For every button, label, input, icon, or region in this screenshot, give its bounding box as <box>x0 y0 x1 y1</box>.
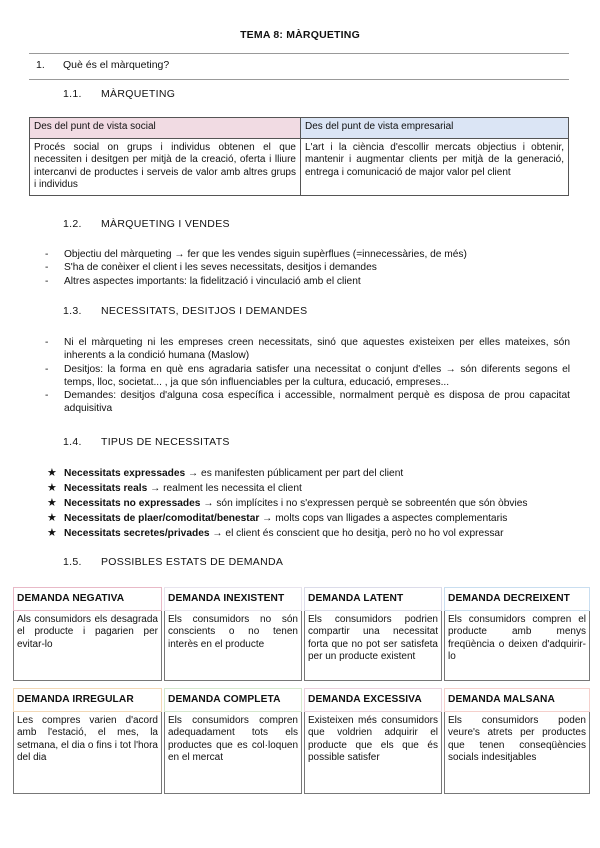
need-type: Necessitats de plaer/comoditat/benestar <box>64 513 260 524</box>
table-header-empresarial: Des del punt de vista empresarial <box>301 118 569 139</box>
section-label: Què és el màrqueting? <box>63 59 170 71</box>
list-item: - Altres aspectes importants: la fidelització i vinculació amb el client <box>45 275 570 288</box>
need-description: → molts cops van lligades a aspectes complementaris <box>259 513 508 524</box>
need-description: → són implícites i no s'expressen perquè se sobreentén que són òbvies <box>200 498 528 509</box>
demand-title: DEMANDA IRREGULAR <box>13 688 162 712</box>
marketing-definition-table <box>29 117 569 196</box>
demand-description: Els consumidors compren el producte amb menys freqüència o deixen d'adquirir-lo <box>444 611 590 681</box>
table-cell-empresarial: L'art i la ciència d'escollir mercats objectius i obtenir, mantenir i augmentar clients per mitjà de la generació, entrega i comunicació de major valor pel client <box>301 139 569 196</box>
list-item: - Ni el màrqueting ni les empreses creen necessitats, sinó que aquestes existeixen per elles mateixes, són inherents a la condició humana (Maslow) <box>45 336 570 363</box>
demand-title: DEMANDA DECREIXENT <box>444 587 590 611</box>
demand-title: DEMANDA COMPLETA <box>164 688 302 712</box>
demand-title: DEMANDA NEGATIVA <box>13 587 162 611</box>
subsection-heading <box>63 218 230 230</box>
subsection-label: POSSIBLES ESTATS DE DEMANDA <box>101 556 284 568</box>
need-type: Necessitats reals <box>64 483 148 494</box>
demand-description: Els consumidors no són conscients o no tenen interès en el producte <box>164 611 302 681</box>
subsection-heading <box>63 436 230 448</box>
subsection-number: 1.1. <box>63 88 82 100</box>
need-description: → realment les necessita el client <box>147 483 302 494</box>
list-item: - Objectiu del màrqueting → fer que les vendes siguin supèrflues (=innecessàries, de més) <box>45 248 570 261</box>
section-heading <box>36 59 169 71</box>
divider <box>29 79 569 80</box>
need-type: Necessitats expressades <box>64 468 186 479</box>
list-item <box>47 511 577 526</box>
document-title: TEMA 8: MÀRQUETING <box>240 29 360 41</box>
subsection-heading <box>63 556 283 568</box>
star-list <box>47 466 577 541</box>
demand-title: DEMANDA INEXISTENT <box>164 587 302 611</box>
table-cell-social: Procés social on grups i individus obtenen el que necessiten i desitgen per mitjà de la creació, oferta i lliure intercanvi de productes i serveis de valor amb altres grups i individus <box>30 139 301 196</box>
section-number: 1. <box>36 59 45 71</box>
need-description: → el client és conscient que ho desitja, però no ho vol expressar <box>209 528 504 539</box>
demand-description: Als consumidors els desagrada el producte i pagarien per evitar-lo <box>13 611 162 681</box>
subsection-label: MÀRQUETING <box>101 88 176 100</box>
subsection-label: NECESSITATS, DESITJOS I DEMANDES <box>101 305 308 317</box>
demand-description: Els consumidors compren adequadament tots els productes que es col·loquen en el mercat <box>164 712 302 794</box>
list-item: - S'ha de conèixer el client i les seves necessitats, desitjos i demandes <box>45 261 570 274</box>
list-item <box>47 526 577 541</box>
list-item <box>47 496 577 511</box>
demand-description: Les compres varien d'acord amb l'estació, el mes, la setmana, el dia o fins i tot l'hora del dia <box>13 712 162 794</box>
subsection-number: 1.5. <box>63 556 82 568</box>
list-item <box>47 481 577 496</box>
demand-title: DEMANDA MALSANA <box>444 688 590 712</box>
subsection-number: 1.3. <box>63 305 82 317</box>
bullet-list <box>45 336 570 416</box>
table-header-social: Des del punt de vista social <box>30 118 301 139</box>
demand-states-row-1 <box>13 587 588 681</box>
subsection-label: MÀRQUETING I VENDES <box>101 218 230 230</box>
need-description: → es manifesten públicament per part del client <box>185 468 404 479</box>
demand-title: DEMANDA LATENT <box>304 587 442 611</box>
divider <box>29 53 569 54</box>
demand-description: Els consumidors poden veure's atrets per productes que tenen conseqüències socials indesitjables <box>444 712 590 794</box>
subsection-number: 1.4. <box>63 436 82 448</box>
need-type: Necessitats secretes/privades <box>64 528 210 539</box>
subsection-heading <box>63 305 307 317</box>
bullet-list <box>45 248 570 288</box>
demand-description: Existeixen més consumidors que voldrien adquirir el producte que els que és possible satisfer <box>304 712 442 794</box>
demand-title: DEMANDA EXCESSIVA <box>304 688 442 712</box>
list-item: - Demandes: desitjos d'alguna cosa específica i accessible, normalment perquè es disposa de prou capacitat adquisitiva <box>45 389 570 416</box>
demand-states-row-2 <box>13 688 588 794</box>
list-item: - Desitjos: la forma en què ens agradaria satisfer una necessitat o conjunt d'elles → són diferents segons el temps, lloc, societat... , ja que són influenciables per la cultura, educació, empreses... <box>45 363 570 390</box>
demand-description: Els consumidors podrien compartir una necessitat forta que no pot ser satisfeta per un producte existent <box>304 611 442 681</box>
subsection-label: TIPUS DE NECESSITATS <box>101 436 230 448</box>
list-item <box>47 466 577 481</box>
subsection-number: 1.2. <box>63 218 82 230</box>
need-type: Necessitats no expressades <box>64 498 201 509</box>
subsection-heading <box>63 88 175 100</box>
